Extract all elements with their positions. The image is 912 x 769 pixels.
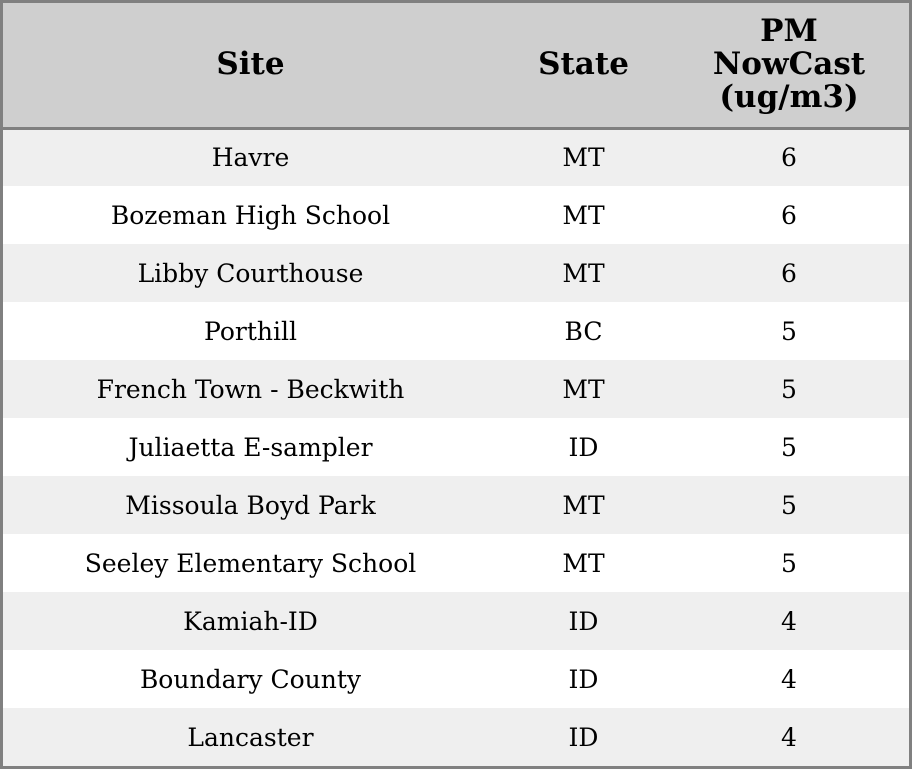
state-cell: ID: [568, 664, 599, 694]
table-row: [3, 592, 909, 650]
site-cell: Bozeman High School: [110, 200, 391, 230]
state-cell: ID: [568, 606, 599, 636]
column-header-pm-nowcast: [669, 3, 909, 128]
pm-value-cell: 5: [781, 374, 797, 404]
site-cell: Kamiah-ID: [183, 606, 318, 636]
site-cell: Lancaster: [187, 722, 314, 752]
site-cell: Porthill: [204, 316, 297, 346]
site-cell: Juliaetta E-sampler: [128, 432, 373, 462]
site-cell: Libby Courthouse: [137, 258, 364, 288]
table-row: [3, 650, 909, 708]
pm-value-cell: 5: [781, 490, 797, 520]
table-row: [3, 186, 909, 244]
state-cell: MT: [562, 374, 605, 404]
state-cell: BC: [564, 316, 603, 346]
pm-value-cell: 4: [781, 664, 797, 694]
pm-value-cell: 4: [781, 606, 797, 636]
column-header-pm-line-2: NowCast: [712, 46, 866, 83]
pm-value-cell: 6: [781, 200, 797, 230]
table-header-row: [3, 3, 909, 128]
site-cell: Seeley Elementary School: [84, 548, 417, 578]
table-row: [3, 476, 909, 534]
table-row: [3, 418, 909, 476]
state-cell: MT: [562, 258, 605, 288]
state-cell: MT: [562, 490, 605, 520]
site-cell: Boundary County: [139, 664, 362, 694]
table-row: [3, 128, 909, 186]
state-cell: ID: [568, 722, 599, 752]
pm-nowcast-table: [3, 3, 909, 766]
state-cell: MT: [562, 143, 605, 173]
state-cell: MT: [562, 548, 605, 578]
table-row: [3, 708, 909, 766]
column-header-pm-line-3: (ug/m3): [719, 79, 859, 116]
site-cell: French Town - Beckwith: [96, 374, 405, 404]
column-header-state: State: [498, 3, 669, 128]
pm-value-cell: 6: [781, 258, 797, 288]
pm-value-cell: 6: [781, 143, 797, 173]
pm-value-cell: 5: [781, 432, 797, 462]
site-cell: Missoula Boyd Park: [125, 490, 376, 520]
column-header-pm-line-1: PM: [760, 13, 818, 50]
site-cell: Havre: [211, 143, 290, 173]
pm-value-cell: 4: [781, 722, 797, 752]
table-row: [3, 360, 909, 418]
pm-value-cell: 5: [781, 316, 797, 346]
table-row: [3, 302, 909, 360]
pm-value-cell: 5: [781, 548, 797, 578]
table-row: [3, 534, 909, 592]
state-cell: MT: [562, 200, 605, 230]
state-cell: ID: [568, 432, 599, 462]
column-header-site: Site: [3, 3, 498, 128]
table-row: [3, 244, 909, 302]
